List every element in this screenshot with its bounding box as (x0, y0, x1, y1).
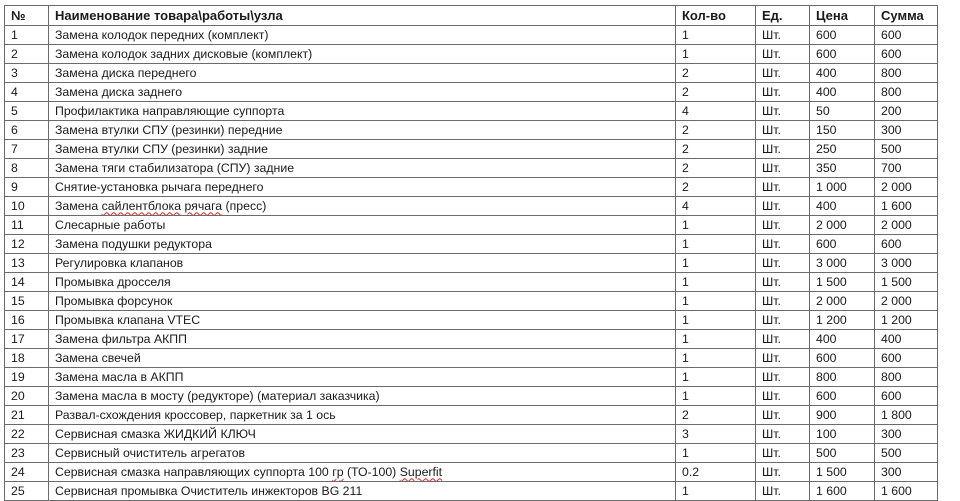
spellcheck-word: гр (332, 464, 344, 479)
table-header-row (5, 6, 938, 26)
row-number-cell: 10 (5, 197, 49, 216)
table-row (5, 273, 938, 292)
table-row (5, 235, 938, 254)
row-number-cell: 7 (5, 140, 49, 159)
row-number-cell: 4 (5, 83, 49, 102)
row-price-cell: 400 (810, 64, 875, 83)
row-price-cell: 400 (810, 83, 875, 102)
row-name-cell (49, 159, 676, 178)
table-row (5, 292, 938, 311)
row-unit-cell: Шт. (756, 83, 810, 102)
row-price-cell: 2 000 (810, 216, 875, 235)
row-sum-cell: 600 (875, 387, 938, 406)
spellcheck-word: Superfit (399, 464, 443, 479)
row-price-cell: 500 (810, 444, 875, 463)
table-row (5, 216, 938, 235)
row-unit-cell: Шт. (756, 311, 810, 330)
row-unit-cell: Шт. (756, 140, 810, 159)
row-price-cell: 900 (810, 406, 875, 425)
work-order-table (4, 5, 938, 501)
row-name-text: Промывка дросселя (55, 274, 171, 289)
row-quantity-cell: 2 (676, 64, 756, 83)
row-unit-cell: Шт. (756, 444, 810, 463)
row-price-cell: 800 (810, 368, 875, 387)
row-number-cell: 15 (5, 292, 49, 311)
row-name-cell (49, 425, 676, 444)
row-name-text: Замена тяги стабилизатора (СПУ) задние (55, 160, 295, 175)
header-price: Цена (810, 6, 875, 26)
table-row (5, 463, 938, 482)
row-unit-cell: Шт. (756, 368, 810, 387)
row-number-cell: 19 (5, 368, 49, 387)
row-sum-cell: 1 600 (875, 482, 938, 501)
row-price-cell: 1 600 (810, 482, 875, 501)
row-unit-cell: Шт. (756, 425, 810, 444)
row-quantity-cell: 1 (676, 482, 756, 501)
row-unit-cell: Шт. (756, 197, 810, 216)
header-item-name: Наименование товара\работы\узла (49, 6, 676, 26)
row-sum-cell: 2 000 (875, 178, 938, 197)
row-price-cell: 1 200 (810, 311, 875, 330)
row-name-cell (49, 273, 676, 292)
row-sum-cell: 500 (875, 140, 938, 159)
row-quantity-cell: 1 (676, 292, 756, 311)
row-unit-cell: Шт. (756, 26, 810, 45)
row-name-cell (49, 330, 676, 349)
table-row (5, 121, 938, 140)
document-page (4, 5, 938, 501)
row-sum-cell: 1 600 (875, 197, 938, 216)
row-name-cell (49, 349, 676, 368)
row-quantity-cell: 1 (676, 444, 756, 463)
table-row (5, 178, 938, 197)
row-quantity-cell: 4 (676, 102, 756, 121)
row-number-cell: 24 (5, 463, 49, 482)
row-quantity-cell: 2 (676, 178, 756, 197)
row-quantity-cell: 2 (676, 406, 756, 425)
row-number-cell: 23 (5, 444, 49, 463)
row-name-text: (ТО-100) (343, 464, 400, 479)
table-row (5, 444, 938, 463)
row-name-text: Замена колодок передних (комплект) (55, 27, 269, 42)
row-unit-cell: Шт. (756, 254, 810, 273)
row-name-cell (49, 102, 676, 121)
row-quantity-cell: 1 (676, 387, 756, 406)
row-name-text: Замена (55, 198, 102, 213)
row-sum-cell: 800 (875, 368, 938, 387)
row-price-cell: 100 (810, 425, 875, 444)
row-unit-cell: Шт. (756, 292, 810, 311)
row-quantity-cell: 0.2 (676, 463, 756, 482)
row-unit-cell: Шт. (756, 216, 810, 235)
row-name-text: Сервисная промывка Очиститель инжекторов BG 211 (55, 483, 363, 498)
row-price-cell: 600 (810, 235, 875, 254)
row-quantity-cell: 1 (676, 216, 756, 235)
row-number-cell: 11 (5, 216, 49, 235)
row-quantity-cell: 1 (676, 330, 756, 349)
spellcheck-word: рячага (184, 198, 223, 213)
header-unit: Ед. (756, 6, 810, 26)
row-name-cell (49, 216, 676, 235)
row-name-text: Сервисный очиститель агрегатов (55, 445, 246, 460)
row-name-text: Замена колодок задних дисковые (комплект) (55, 46, 313, 61)
row-sum-cell: 600 (875, 349, 938, 368)
row-sum-cell: 600 (875, 235, 938, 254)
row-sum-cell: 300 (875, 121, 938, 140)
row-unit-cell: Шт. (756, 102, 810, 121)
row-number-cell: 14 (5, 273, 49, 292)
row-name-cell (49, 311, 676, 330)
row-quantity-cell: 2 (676, 121, 756, 140)
row-unit-cell: Шт. (756, 121, 810, 140)
row-price-cell: 600 (810, 26, 875, 45)
table-row (5, 406, 938, 425)
row-name-text: Замена диска переднего (55, 65, 197, 80)
header-quantity: Кол-во (676, 6, 756, 26)
row-price-cell: 150 (810, 121, 875, 140)
row-price-cell: 600 (810, 387, 875, 406)
row-quantity-cell: 2 (676, 159, 756, 178)
row-price-cell: 400 (810, 197, 875, 216)
row-sum-cell: 600 (875, 45, 938, 64)
row-name-text: Промывка форсунок (55, 293, 173, 308)
row-quantity-cell: 1 (676, 26, 756, 45)
row-name-text: Замена свечей (55, 350, 141, 365)
row-name-cell (49, 463, 676, 482)
row-sum-cell: 800 (875, 83, 938, 102)
row-sum-cell: 1 500 (875, 273, 938, 292)
row-quantity-cell: 4 (676, 197, 756, 216)
row-price-cell: 1 000 (810, 178, 875, 197)
row-quantity-cell: 1 (676, 45, 756, 64)
row-name-cell (49, 64, 676, 83)
row-name-text: Замена втулки СПУ (резинки) передние (55, 122, 283, 137)
table-row (5, 425, 938, 444)
row-name-text: Замена фильтра АКПП (55, 331, 187, 346)
header-sum: Сумма (875, 6, 938, 26)
row-name-cell (49, 406, 676, 425)
row-name-text: Слесарные работы (55, 217, 166, 232)
row-sum-cell: 3 000 (875, 254, 938, 273)
row-name-text: Регулировка клапанов (55, 255, 184, 270)
row-name-cell (49, 254, 676, 273)
row-price-cell: 50 (810, 102, 875, 121)
row-unit-cell: Шт. (756, 406, 810, 425)
table-row (5, 482, 938, 501)
row-unit-cell: Шт. (756, 64, 810, 83)
row-number-cell: 13 (5, 254, 49, 273)
row-name-text: Снятие-установка рычага переднего (55, 179, 264, 194)
row-name-text: (пресс) (222, 198, 267, 213)
row-number-cell: 2 (5, 45, 49, 64)
row-name-text: Развал-схождения кроссовер, паркетник за 1 ось (55, 407, 336, 422)
row-name-cell (49, 121, 676, 140)
table-row (5, 254, 938, 273)
row-unit-cell: Шт. (756, 482, 810, 501)
row-number-cell: 9 (5, 178, 49, 197)
table-row (5, 26, 938, 45)
table-row (5, 45, 938, 64)
table-row (5, 349, 938, 368)
row-quantity-cell: 2 (676, 83, 756, 102)
row-number-cell: 21 (5, 406, 49, 425)
row-price-cell: 1 500 (810, 273, 875, 292)
row-price-cell: 600 (810, 349, 875, 368)
table-row (5, 102, 938, 121)
row-sum-cell: 2 000 (875, 292, 938, 311)
table-row (5, 197, 938, 216)
row-name-text: Замена масла в мосту (редукторе) (материал заказчика) (55, 388, 380, 403)
row-quantity-cell: 1 (676, 349, 756, 368)
row-quantity-cell: 1 (676, 235, 756, 254)
row-unit-cell: Шт. (756, 273, 810, 292)
table-row (5, 64, 938, 83)
row-number-cell: 8 (5, 159, 49, 178)
row-name-cell (49, 235, 676, 254)
row-sum-cell: 400 (875, 330, 938, 349)
row-unit-cell: Шт. (756, 178, 810, 197)
row-name-cell (49, 178, 676, 197)
table-row (5, 83, 938, 102)
row-price-cell: 3 000 (810, 254, 875, 273)
row-number-cell: 25 (5, 482, 49, 501)
table-row (5, 311, 938, 330)
row-number-cell: 22 (5, 425, 49, 444)
row-price-cell: 1 500 (810, 463, 875, 482)
row-quantity-cell: 1 (676, 273, 756, 292)
header-number: № (5, 6, 49, 26)
row-sum-cell: 300 (875, 463, 938, 482)
table-row (5, 330, 938, 349)
row-number-cell: 12 (5, 235, 49, 254)
row-name-cell (49, 26, 676, 45)
row-name-cell (49, 482, 676, 501)
row-name-cell (49, 83, 676, 102)
row-quantity-cell: 2 (676, 140, 756, 159)
row-sum-cell: 700 (875, 159, 938, 178)
row-name-cell (49, 292, 676, 311)
row-sum-cell: 2 000 (875, 216, 938, 235)
row-price-cell: 250 (810, 140, 875, 159)
row-name-text: Замена масла в АКПП (55, 369, 184, 384)
row-name-text: Замена диска заднего (55, 84, 183, 99)
row-name-cell (49, 387, 676, 406)
row-unit-cell: Шт. (756, 45, 810, 64)
row-sum-cell: 1 200 (875, 311, 938, 330)
row-sum-cell: 500 (875, 444, 938, 463)
table-row (5, 387, 938, 406)
row-name-cell (49, 444, 676, 463)
row-name-cell (49, 140, 676, 159)
row-unit-cell: Шт. (756, 235, 810, 254)
table-row (5, 140, 938, 159)
table-row (5, 368, 938, 387)
row-number-cell: 6 (5, 121, 49, 140)
row-unit-cell: Шт. (756, 330, 810, 349)
row-quantity-cell: 1 (676, 311, 756, 330)
row-number-cell: 3 (5, 64, 49, 83)
table-row (5, 159, 938, 178)
row-name-text: Промывка клапана VTEC (55, 312, 201, 327)
row-unit-cell: Шт. (756, 349, 810, 368)
row-sum-cell: 300 (875, 425, 938, 444)
row-number-cell: 17 (5, 330, 49, 349)
row-name-cell (49, 45, 676, 64)
row-quantity-cell: 1 (676, 368, 756, 387)
row-price-cell: 600 (810, 45, 875, 64)
row-price-cell: 2 000 (810, 292, 875, 311)
row-name-text: Профилактика направляющие суппорта (55, 103, 285, 118)
row-number-cell: 5 (5, 102, 49, 121)
row-name-text: Замена втулки СПУ (резинки) задние (55, 141, 269, 156)
row-name-cell (49, 197, 676, 216)
row-sum-cell: 600 (875, 26, 938, 45)
row-name-text: Замена подушки редуктора (55, 236, 212, 251)
row-name-cell (49, 368, 676, 387)
row-quantity-cell: 3 (676, 425, 756, 444)
row-quantity-cell: 1 (676, 254, 756, 273)
row-price-cell: 350 (810, 159, 875, 178)
row-sum-cell: 800 (875, 64, 938, 83)
row-name-text: Сервисная смазка ЖИДКИЙ КЛЮЧ (55, 426, 256, 441)
row-name-text: Сервисная смазка направляющих суппорта 100 (55, 464, 333, 479)
row-sum-cell: 200 (875, 102, 938, 121)
row-number-cell: 16 (5, 311, 49, 330)
row-sum-cell: 1 800 (875, 406, 938, 425)
row-number-cell: 20 (5, 387, 49, 406)
row-unit-cell: Шт. (756, 387, 810, 406)
row-price-cell: 400 (810, 330, 875, 349)
row-unit-cell: Шт. (756, 463, 810, 482)
row-number-cell: 18 (5, 349, 49, 368)
row-number-cell: 1 (5, 26, 49, 45)
spellcheck-word: сайлентблока (101, 198, 182, 213)
row-unit-cell: Шт. (756, 159, 810, 178)
